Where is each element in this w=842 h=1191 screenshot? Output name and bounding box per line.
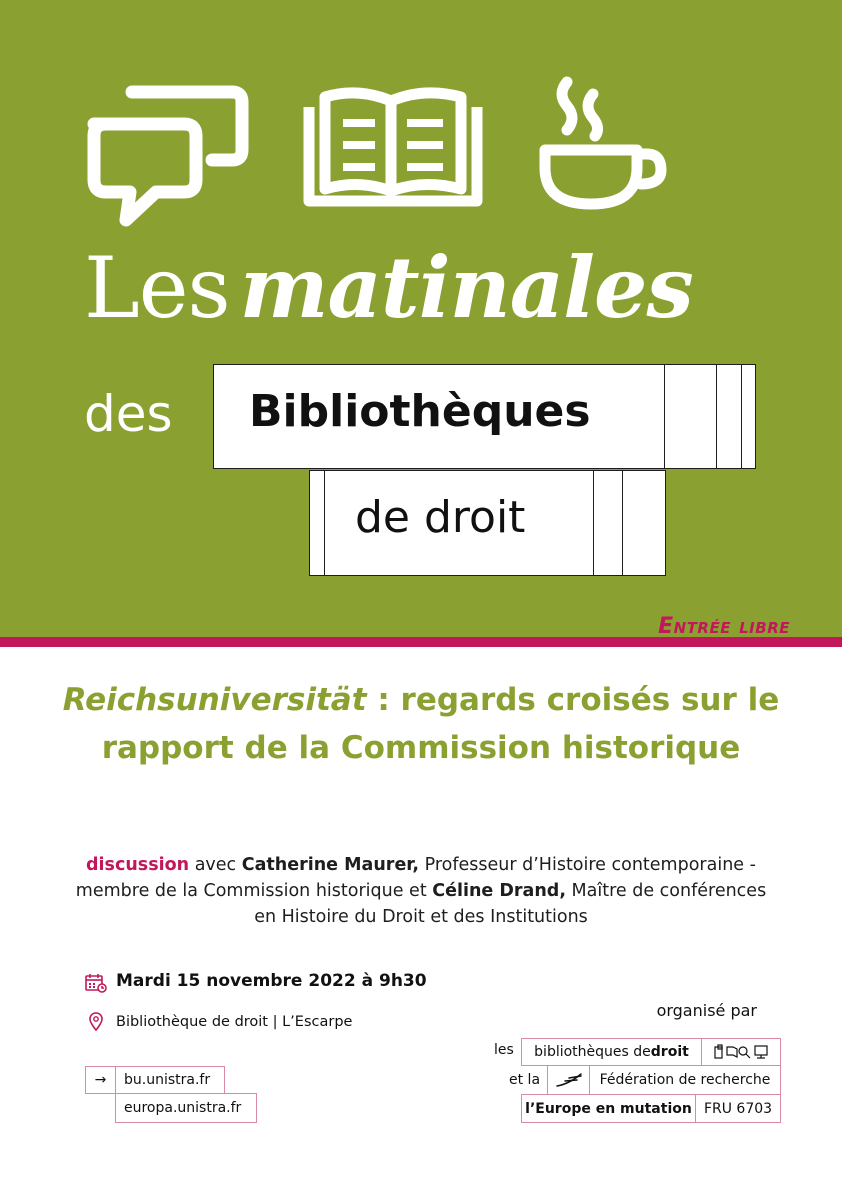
link-bu-unistra-label: bu.unistra.fr [124, 1072, 211, 1088]
library-icons [713, 1044, 769, 1060]
speaker-2: Céline Drand, [432, 881, 566, 901]
federation-label: Fédération de recherche [599, 1072, 771, 1088]
event-description [70, 852, 772, 930]
book-label-de-droit: de droit [355, 492, 526, 543]
arrow-icon: → [94, 1072, 107, 1088]
calendar-icon [85, 973, 107, 993]
organizers-et-la: et la [509, 1072, 541, 1088]
book-spine [622, 470, 666, 576]
federation-logo-icon [555, 1072, 583, 1088]
location-pin-icon [88, 1012, 104, 1032]
event-title-italic: Reichsuniversität [62, 682, 367, 718]
desc-avec: avec [189, 855, 242, 875]
europe-label: l’Europe en mutation [525, 1100, 692, 1117]
entree-libre-badge: Entrée libre [658, 614, 790, 639]
book-spine [741, 364, 756, 469]
bib-regular: bibliothèques de [534, 1044, 651, 1060]
speech-bubbles-icon [84, 82, 249, 227]
title-heading [84, 238, 693, 337]
event-title-rest: : regards croisés sur le rapport de la Commission historique [101, 682, 780, 766]
organizer-bibliotheques-droit [521, 1038, 702, 1066]
book-spine [716, 364, 742, 469]
speaker-1-role: Professeur d’Histoire contemporaine - membre de la Commission historique et [75, 855, 756, 901]
book-spine [593, 470, 623, 576]
organizer-federation [589, 1065, 781, 1095]
open-book-icon [303, 83, 483, 213]
arrow-icon-cell [85, 1066, 116, 1094]
book-label-bibliotheques: Bibliothèques [249, 386, 591, 437]
title-des: des [84, 385, 173, 443]
speaker-2-role: Maître de conférences en Histoire du Droit et des Institutions [254, 881, 767, 927]
organizers-les: les [494, 1042, 514, 1058]
link-europa-unistra-label: europa.unistra.fr [124, 1100, 242, 1116]
organizer-europe [521, 1094, 696, 1123]
coffee-cup-icon [537, 76, 669, 214]
event-title [60, 676, 782, 772]
title-matinales: matinales [239, 238, 693, 337]
organizer-bib-icons [701, 1038, 781, 1066]
event-date: Mardi 15 novembre 2022 à 9h30 [116, 971, 427, 991]
fru-label: FRU 6703 [703, 1100, 773, 1117]
federation-logo-cell [547, 1065, 590, 1095]
title-les: Les [84, 239, 230, 337]
book-spine [664, 364, 717, 469]
bib-bold: droit [650, 1044, 689, 1060]
organizers-label: organisé par [656, 1001, 757, 1020]
event-place: Bibliothèque de droit | L’Escarpe [116, 1014, 353, 1030]
speaker-1: Catherine Maurer, [241, 855, 420, 875]
link-europa-unistra[interactable] [115, 1093, 257, 1123]
book-spine [309, 470, 325, 576]
link-bu-unistra[interactable] [115, 1066, 225, 1094]
desc-label: discussion [86, 855, 190, 875]
organizer-fru [695, 1094, 781, 1123]
